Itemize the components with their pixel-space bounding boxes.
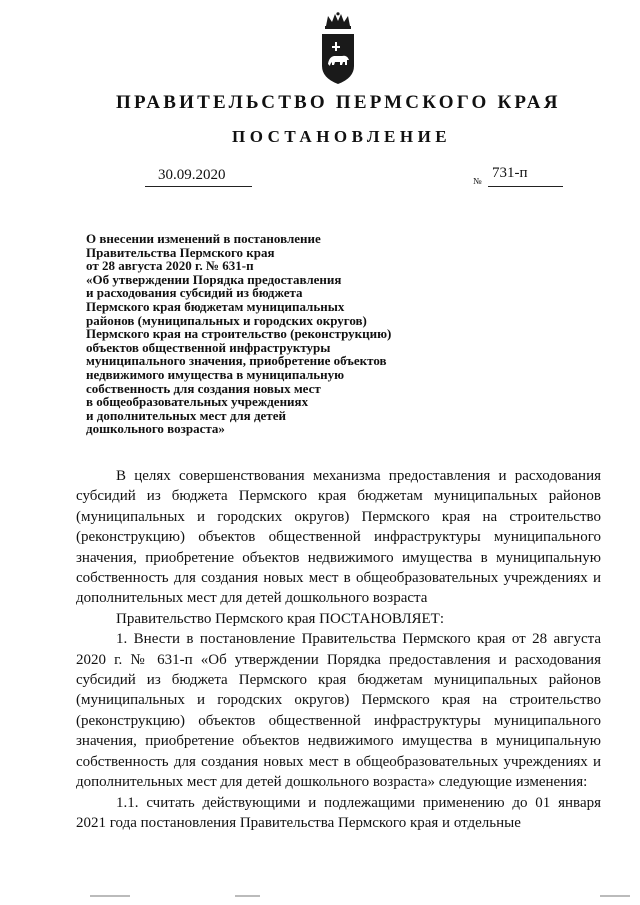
clause-1-1-paragraph: 1.1. считать действующими и подлежащими применению до 01 января 2021 года постановления Правительства Пермского края и отдельные xyxy=(76,794,601,831)
preamble-paragraph: В целях совершенствования механизма предоставления и расходования субсидий из бюджета Пермского края бюджетам муниципальных районов (муниципальных и городских округов) Пермского края на строительство (реконструкцию) объектов общественной инфраструктуры муниципального значения, приобретение объектов недвижимого имущества в муниципальную собственность для создания новых мест в общеобразовательных учреждениях и дополнительных мест для детей дошкольного возраста xyxy=(76,468,601,607)
subject-line: дошкольного возраста» xyxy=(86,421,225,437)
subject-line: муниципального значения, приобретение объектов xyxy=(86,353,387,369)
subject-line: объектов общественной инфраструктуры xyxy=(86,339,331,355)
subject-line: и дополнительных мест для детей xyxy=(86,407,286,423)
subject-line: недвижимого имущества в муниципальную xyxy=(86,366,345,382)
subject-line: от 28 августа 2020 г. № 631-п xyxy=(86,258,254,274)
subject-line: в общеобразовательных учреждениях xyxy=(86,394,309,410)
subject-line: «Об утверждении Порядка предоставления xyxy=(86,271,342,287)
document-body xyxy=(76,466,601,833)
scan-artifact xyxy=(235,895,260,897)
number-underline xyxy=(488,186,563,187)
subject-line: Правительства Пермского края xyxy=(86,244,275,260)
subject-line: О внесении изменений в постановление xyxy=(86,231,321,246)
document-type: ПОСТАНОВЛЕНИЕ xyxy=(232,127,452,146)
document-number: 731-п xyxy=(492,165,528,181)
subject-line: Пермского края на строительство (реконструкцию) xyxy=(86,326,392,342)
subject-line: районов (муниципальных и городских округов) xyxy=(86,312,367,328)
number-label: № xyxy=(473,176,482,186)
document-subject xyxy=(86,232,516,436)
scan-artifact xyxy=(90,895,130,897)
document-date: 30.09.2020 xyxy=(158,167,226,183)
scan-artifact xyxy=(600,895,630,897)
government-name: ПРАВИТЕЛЬСТВО ПЕРМСКОГО КРАЯ xyxy=(116,92,561,113)
subject-line: и расходования субсидий из бюджета xyxy=(86,285,303,301)
subject-line: Пермского края бюджетам муниципальных xyxy=(86,298,345,314)
subject-line: собственность для создания новых мест xyxy=(86,380,321,396)
coat-of-arms-icon xyxy=(318,12,358,88)
resolution-paragraph: Правительство Пермского края ПОСТАНОВЛЯЕТ: xyxy=(116,610,445,627)
date-underline xyxy=(145,186,252,187)
clause-1-paragraph: 1. Внести в постановление Правительства Пермского края от 28 августа 2020 г. № 631-п «Об утверждении Порядка предоставления и расходования субсидий из бюджета Пермского края бюджетам муниципальных районов (муниципальных и городских округов) Пермского края на строительство (реконструкцию) объектов общественной инфраструктуры муниципального значения, приобретение объектов недвижимого имущества в муниципальную собственность для создания новых мест в общеобразовательных учреждениях и дополнительных мест для детей дошкольного возраста» следующие изменения: xyxy=(76,631,601,791)
